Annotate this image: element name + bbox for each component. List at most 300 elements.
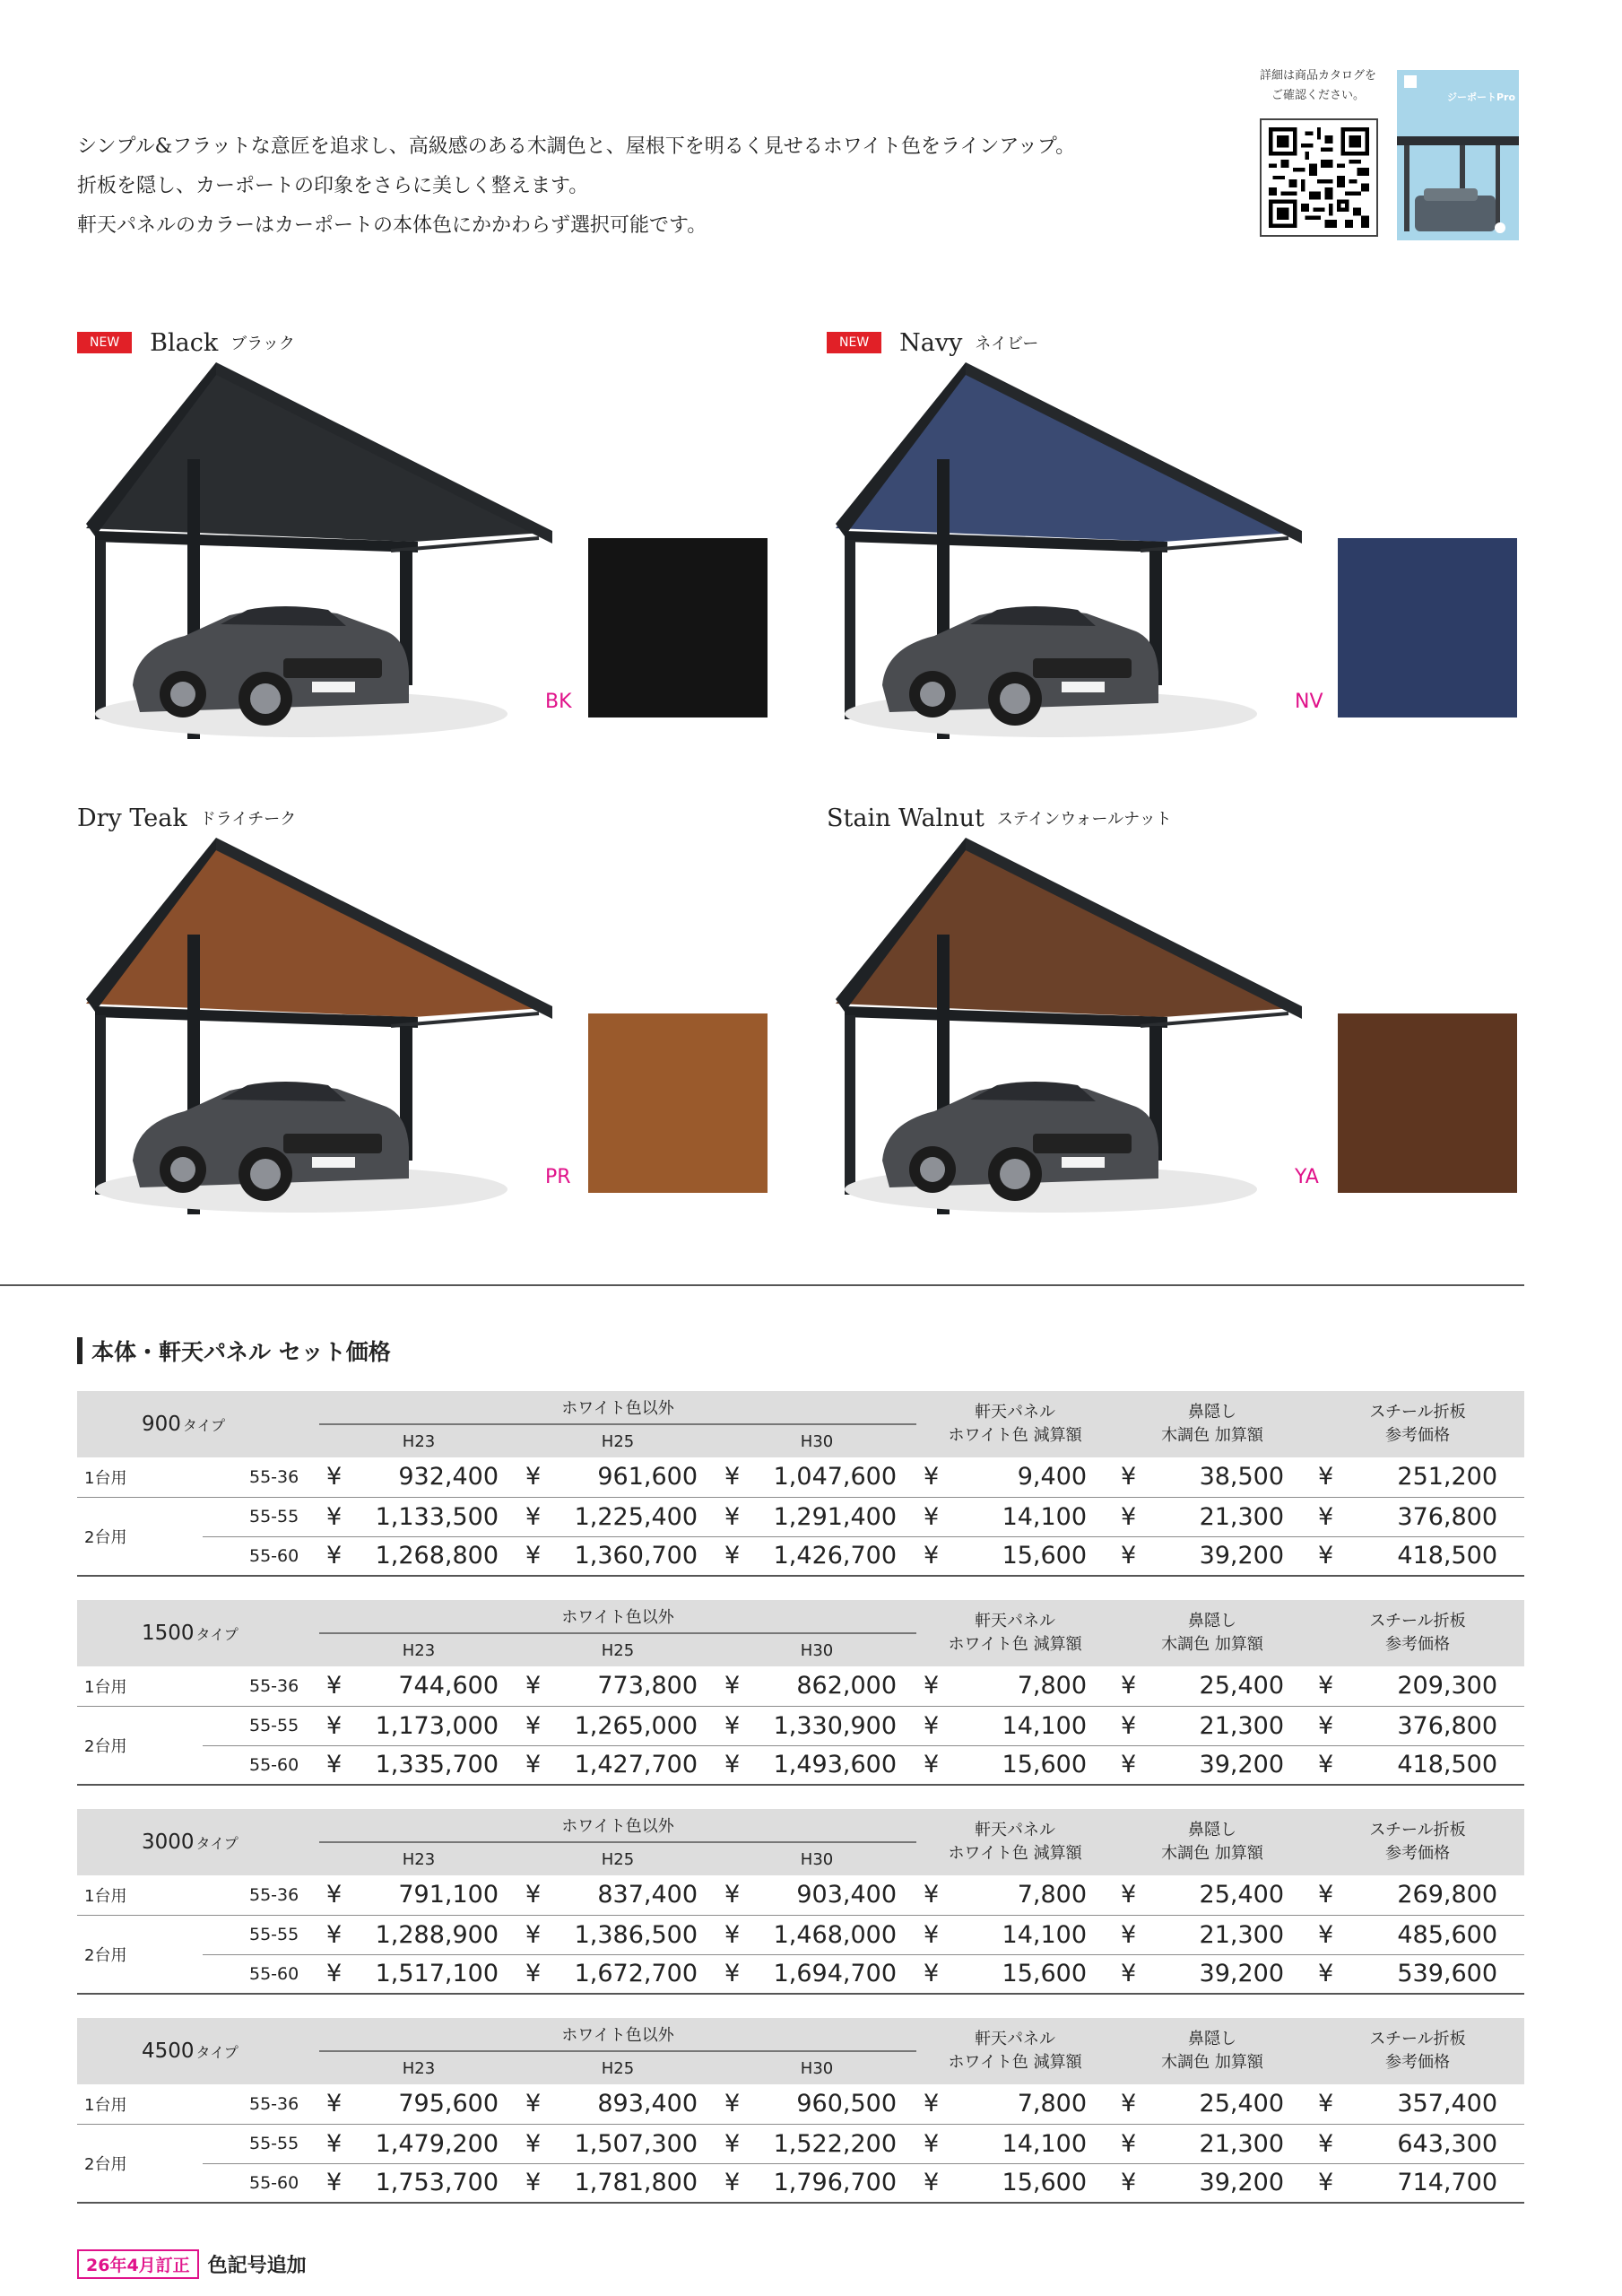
price-value: 1,288,900	[375, 1920, 499, 1949]
column-group-header: ホワイト色以外	[319, 1809, 916, 1842]
variant-name: Black	[150, 328, 219, 357]
price-value: 1,517,100	[375, 1960, 499, 1988]
price-value: 795,600	[398, 2090, 499, 2118]
price-cell-h30	[717, 1915, 916, 1954]
revision-label: 26年4月訂正	[77, 2249, 199, 2279]
section-title-text: 本体・軒天パネル セット価格	[91, 1339, 391, 1365]
car-windshield	[970, 1082, 1096, 1101]
yen-sign: ¥	[1121, 1672, 1137, 1700]
car-wheel-rim	[920, 682, 945, 707]
price-value: 961,600	[597, 1463, 698, 1492]
price-cell-h25	[518, 1536, 717, 1576]
price-cell-panel	[916, 1915, 1114, 1954]
row-label-1-car: 1台用	[77, 1666, 203, 1706]
table-row	[77, 2124, 1524, 2163]
yen-sign: ¥	[724, 1711, 741, 1740]
header-line: ホワイト色 減算額	[948, 1635, 1082, 1654]
price-value: 837,400	[597, 1881, 698, 1909]
yen-sign: ¥	[326, 1751, 343, 1779]
price-cell-steel	[1311, 2163, 1524, 2203]
price-cell-steel	[1311, 1706, 1524, 1745]
price-cell-h25	[518, 2084, 717, 2124]
car-grille	[283, 1134, 382, 1153]
column-header-h23: H23	[402, 1640, 436, 1660]
row-label-2-car: 2台用	[77, 1497, 203, 1576]
yen-sign: ¥	[525, 2169, 542, 2197]
yen-sign: ¥	[525, 1542, 542, 1570]
color-code: BK	[545, 691, 572, 713]
qr-caption	[1246, 66, 1390, 106]
price-value: 15,600	[1002, 1542, 1088, 1570]
price-cell-h23	[319, 2163, 518, 2203]
price-cell-h25	[518, 1954, 717, 1994]
price-value: 1,427,700	[574, 1751, 698, 1779]
price-value: 1,133,500	[375, 1502, 499, 1531]
column-header-h25: H25	[601, 1431, 635, 1451]
price-value: 7,800	[1017, 1672, 1088, 1700]
price-cell-h25	[518, 2163, 717, 2203]
table-type-label	[77, 1600, 319, 1666]
table-row	[77, 1497, 1524, 1536]
price-value: 1,468,000	[773, 1920, 898, 1949]
price-cell-h23	[319, 1666, 518, 1706]
price-value: 1,694,700	[773, 1960, 898, 1988]
price-value: 714,700	[1397, 2169, 1498, 2197]
yen-sign: ¥	[724, 2129, 741, 2158]
car-wheel-rim	[1000, 683, 1030, 714]
variant-title	[827, 800, 1172, 836]
variant-kana: ブラック	[230, 335, 295, 353]
yen-sign: ¥	[724, 1751, 741, 1779]
yen-sign: ¥	[1121, 1920, 1137, 1949]
intro-line-2: 折板を隠し、カーポートの印象をさらに美しく整えます。	[77, 175, 589, 197]
header-line: 軒天パネル	[975, 1403, 1056, 1422]
type-suffix: タイプ	[195, 2044, 239, 2061]
price-cell-hana	[1114, 2124, 1311, 2163]
price-cell-steel	[1311, 1666, 1524, 1706]
price-value: 862,000	[796, 1672, 898, 1700]
size-cell: 55-36	[203, 1457, 319, 1497]
car-license-plate	[312, 1157, 355, 1168]
table-row	[77, 1954, 1524, 1994]
section-title	[77, 1335, 391, 1367]
color-code: PR	[545, 1166, 571, 1188]
yen-sign: ¥	[525, 1463, 542, 1492]
column-header-h23: H23	[402, 1849, 436, 1869]
yen-sign: ¥	[525, 1502, 542, 1531]
section-divider	[0, 1284, 1524, 1286]
type-number: 3000	[142, 1831, 195, 1854]
price-value: 1,479,200	[375, 2129, 499, 2158]
yen-sign: ¥	[1121, 1542, 1137, 1570]
size-cell: 55-36	[203, 1666, 319, 1706]
variant-stain-walnut	[827, 800, 1544, 1248]
table-type-label	[77, 2018, 319, 2084]
car-windshield	[221, 606, 346, 626]
color-swatch	[588, 1013, 768, 1193]
price-cell-h25	[518, 2124, 717, 2163]
column-header-h30: H30	[800, 2058, 834, 2078]
price-value: 485,600	[1397, 1920, 1498, 1949]
price-value: 1,522,200	[773, 2129, 898, 2158]
price-value: 209,300	[1397, 1672, 1498, 1700]
price-cell-steel	[1311, 1954, 1524, 1994]
price-value: 791,100	[398, 1881, 499, 1909]
yen-sign: ¥	[1318, 1920, 1334, 1949]
header-line: 鼻隠し	[1188, 1403, 1237, 1422]
price-value: 14,100	[1002, 1711, 1088, 1740]
price-value: 269,800	[1397, 1881, 1498, 1909]
table-row	[77, 1915, 1524, 1954]
yen-sign: ¥	[724, 1463, 741, 1492]
price-cell-h23	[319, 1706, 518, 1745]
price-table	[77, 1391, 1524, 1577]
type-suffix: タイプ	[182, 1417, 226, 1434]
price-value: 1,672,700	[574, 1960, 698, 1988]
price-value: 9,400	[1017, 1463, 1088, 1492]
yen-sign: ¥	[1318, 2090, 1334, 2118]
price-cell-h30	[717, 1706, 916, 1745]
header-line: 参考価格	[1385, 1635, 1451, 1654]
yen-sign: ¥	[724, 2169, 741, 2197]
price-value: 21,300	[1199, 2129, 1285, 2158]
yen-sign: ¥	[525, 1881, 542, 1909]
price-value: 1,426,700	[773, 1542, 898, 1570]
price-value: 1,225,400	[574, 1502, 698, 1531]
carport-post	[845, 540, 855, 719]
header-line: 鼻隠し	[1188, 1612, 1237, 1631]
catalog-cover-image	[1397, 70, 1519, 240]
column-header-h25: H25	[601, 1640, 635, 1660]
car-grille	[283, 658, 382, 678]
variant-black	[77, 325, 794, 773]
price-value: 39,200	[1199, 1542, 1285, 1570]
header-line: スチール折板	[1369, 2030, 1466, 2048]
carport-image	[77, 838, 579, 1232]
price-value: 1,507,300	[574, 2129, 698, 2158]
table-row	[77, 1536, 1524, 1576]
price-value: 25,400	[1199, 2090, 1285, 2118]
car-grille	[1033, 1134, 1132, 1153]
revision-text: 色記号追加	[207, 2255, 307, 2277]
price-cell-hana	[1114, 1706, 1311, 1745]
price-value: 39,200	[1199, 1751, 1285, 1779]
yen-sign: ¥	[724, 1502, 741, 1531]
variant-title	[827, 325, 1038, 361]
price-value: 21,300	[1199, 1502, 1285, 1531]
price-value: 14,100	[1002, 2129, 1088, 2158]
column-header-h30: H30	[800, 1849, 834, 1869]
header-line: 木調色 加算額	[1161, 2053, 1263, 2072]
type-suffix: タイプ	[195, 1835, 239, 1852]
header-line: 木調色 加算額	[1161, 1635, 1263, 1654]
car-license-plate	[312, 682, 355, 692]
price-value: 7,800	[1017, 2090, 1088, 2118]
price-value: 25,400	[1199, 1672, 1285, 1700]
color-swatch	[1338, 538, 1517, 718]
yen-sign: ¥	[1318, 1463, 1334, 1492]
yen-sign: ¥	[724, 1920, 741, 1949]
variant-title	[77, 800, 296, 836]
header-line: 参考価格	[1385, 1844, 1451, 1863]
column-group-header: ホワイト色以外	[319, 1391, 916, 1424]
price-cell-h30	[717, 1457, 916, 1497]
price-cell-steel	[1311, 1497, 1524, 1536]
price-value: 960,500	[796, 2090, 898, 2118]
price-cell-h23	[319, 1745, 518, 1785]
yen-sign: ¥	[326, 1672, 343, 1700]
yen-sign: ¥	[1121, 1881, 1137, 1909]
car-wheel-rim	[170, 682, 195, 707]
price-cell-steel	[1311, 2084, 1524, 2124]
price-cell-h30	[717, 2084, 916, 2124]
price-cell-hana	[1114, 1457, 1311, 1497]
yen-sign: ¥	[326, 2169, 343, 2197]
price-cell-panel	[916, 1457, 1114, 1497]
price-table	[77, 2018, 1524, 2204]
carport-image	[827, 362, 1329, 757]
price-cell-hana	[1114, 1745, 1311, 1785]
table-row	[77, 1457, 1524, 1497]
car-license-plate	[1062, 1157, 1105, 1168]
column-header-panel	[916, 2018, 1114, 2084]
size-cell: 55-60	[203, 1745, 319, 1785]
price-value: 1,796,700	[773, 2169, 898, 2197]
header-line: 参考価格	[1385, 2053, 1451, 2072]
price-cell-panel	[916, 2124, 1114, 2163]
yen-sign: ¥	[1121, 1960, 1137, 1988]
size-cell: 55-55	[203, 2124, 319, 2163]
price-cell-h30	[717, 1745, 916, 1785]
price-cell-steel	[1311, 1745, 1524, 1785]
size-cell: 55-36	[203, 1875, 319, 1915]
table-row	[77, 1745, 1524, 1785]
price-cell-steel	[1311, 1915, 1524, 1954]
header-line: ホワイト色 減算額	[948, 2053, 1082, 2072]
yen-sign: ¥	[924, 2169, 940, 2197]
price-cell-panel	[916, 1706, 1114, 1745]
price-cell-h30	[717, 1497, 916, 1536]
variant-kana: ドライチーク	[199, 810, 297, 829]
price-value: 1,493,600	[773, 1751, 898, 1779]
size-cell: 55-60	[203, 1536, 319, 1576]
table-type-label	[77, 1809, 319, 1875]
table-row	[77, 1666, 1524, 1706]
catalog-title: ジーポートPro	[1447, 91, 1516, 103]
qr-code-icon[interactable]	[1260, 118, 1378, 237]
price-value: 14,100	[1002, 1920, 1088, 1949]
yen-sign: ¥	[924, 1711, 940, 1740]
header-line: 参考価格	[1385, 1426, 1451, 1445]
price-value: 376,800	[1397, 1502, 1498, 1531]
price-cell-hana	[1114, 2163, 1311, 2203]
price-value: 14,100	[1002, 1502, 1088, 1531]
yen-sign: ¥	[924, 1920, 940, 1949]
price-value: 21,300	[1199, 1711, 1285, 1740]
carport-post	[845, 1015, 855, 1195]
price-cell-h25	[518, 1497, 717, 1536]
price-value: 357,400	[1397, 2090, 1498, 2118]
car-wheel-rim	[920, 1157, 945, 1182]
carport-image	[77, 362, 579, 757]
price-cell-h23	[319, 1915, 518, 1954]
column-header-steel	[1311, 1600, 1524, 1666]
price-value: 932,400	[398, 1463, 499, 1492]
column-header-steel	[1311, 2018, 1524, 2084]
yen-sign: ¥	[724, 1672, 741, 1700]
header-line: 軒天パネル	[975, 2030, 1056, 2048]
variant-title	[77, 325, 295, 361]
yen-sign: ¥	[1121, 2129, 1137, 2158]
column-header-h30: H30	[800, 1640, 834, 1660]
yen-sign: ¥	[924, 1960, 940, 1988]
price-value: 25,400	[1199, 1881, 1285, 1909]
header-line: 木調色 加算額	[1161, 1844, 1263, 1863]
price-cell-h23	[319, 1457, 518, 1497]
price-value: 39,200	[1199, 1960, 1285, 1988]
price-cell-h30	[717, 1536, 916, 1576]
price-value: 1,360,700	[574, 1542, 698, 1570]
yen-sign: ¥	[1121, 2169, 1137, 2197]
catalog-qr-block	[1246, 66, 1524, 246]
header-line: スチール折板	[1369, 1612, 1466, 1631]
yen-sign: ¥	[924, 2090, 940, 2118]
price-cell-hana	[1114, 1954, 1311, 1994]
price-value: 38,500	[1199, 1463, 1285, 1492]
car-wheel-rim	[250, 683, 281, 714]
price-value: 773,800	[597, 1672, 698, 1700]
yen-sign: ¥	[1318, 1542, 1334, 1570]
column-header-hana	[1114, 1809, 1311, 1875]
column-header-hana	[1114, 2018, 1311, 2084]
variant-name: Stain Walnut	[827, 804, 984, 832]
type-number: 900	[142, 1413, 181, 1436]
price-cell-h23	[319, 1536, 518, 1576]
header-line: 軒天パネル	[975, 1612, 1056, 1631]
price-cell-h25	[518, 1706, 717, 1745]
carport-post	[95, 540, 106, 719]
price-cell-panel	[916, 1745, 1114, 1785]
color-swatch	[588, 538, 768, 718]
size-cell: 55-55	[203, 1706, 319, 1745]
price-value: 1,781,800	[574, 2169, 698, 2197]
price-cell-h30	[717, 2124, 916, 2163]
yen-sign: ¥	[1318, 1502, 1334, 1531]
variant-kana: ステインウォールナット	[996, 810, 1172, 829]
yen-sign: ¥	[924, 1672, 940, 1700]
price-cell-h23	[319, 2124, 518, 2163]
column-header-panel	[916, 1809, 1114, 1875]
price-cell-steel	[1311, 1875, 1524, 1915]
carport-image	[827, 838, 1329, 1232]
yen-sign: ¥	[326, 1960, 343, 1988]
column-header-h23: H23	[402, 1431, 436, 1451]
car-grille	[1033, 658, 1132, 678]
variant-kana: ネイビー	[975, 335, 1039, 353]
price-cell-panel	[916, 1954, 1114, 1994]
row-label-2-car: 2台用	[77, 2124, 203, 2203]
price-cell-panel	[916, 1875, 1114, 1915]
price-value: 1,173,000	[375, 1711, 499, 1740]
row-label-2-car: 2台用	[77, 1706, 203, 1785]
column-header-hana	[1114, 1391, 1311, 1457]
type-number: 4500	[142, 2039, 195, 2063]
yen-sign: ¥	[326, 2129, 343, 2158]
row-label-1-car: 1台用	[77, 1457, 203, 1497]
yen-sign: ¥	[924, 1463, 940, 1492]
price-value: 643,300	[1397, 2129, 1498, 2158]
yen-sign: ¥	[1318, 1881, 1334, 1909]
price-cell-h23	[319, 1954, 518, 1994]
header-line: 鼻隠し	[1188, 2030, 1237, 2048]
yen-sign: ¥	[326, 1542, 343, 1570]
price-value: 15,600	[1002, 2169, 1088, 2197]
price-cell-steel	[1311, 1536, 1524, 1576]
table-row	[77, 2084, 1524, 2124]
header-line: 軒天パネル	[975, 1821, 1056, 1839]
yen-sign: ¥	[326, 1920, 343, 1949]
price-value: 1,268,800	[375, 1542, 499, 1570]
price-value: 1,330,900	[773, 1711, 898, 1740]
size-cell: 55-55	[203, 1497, 319, 1536]
price-cell-h30	[717, 1875, 916, 1915]
price-value: 893,400	[597, 2090, 698, 2118]
size-cell: 55-60	[203, 2163, 319, 2203]
price-value: 15,600	[1002, 1751, 1088, 1779]
column-header-panel	[916, 1391, 1114, 1457]
yen-sign: ¥	[326, 1711, 343, 1740]
column-header-hana	[1114, 1600, 1311, 1666]
price-cell-h23	[319, 1497, 518, 1536]
price-cell-hana	[1114, 1497, 1311, 1536]
price-value: 418,500	[1397, 1751, 1498, 1779]
yen-sign: ¥	[1121, 1711, 1137, 1740]
yen-sign: ¥	[326, 1463, 343, 1492]
price-value: 1,047,600	[773, 1463, 898, 1492]
price-table	[77, 1600, 1524, 1786]
price-value: 418,500	[1397, 1542, 1498, 1570]
yen-sign: ¥	[1318, 1672, 1334, 1700]
color-swatch	[1338, 1013, 1517, 1193]
type-suffix: タイプ	[195, 1626, 239, 1643]
yen-sign: ¥	[1318, 1711, 1334, 1740]
yen-sign: ¥	[924, 1502, 940, 1531]
color-code: NV	[1295, 691, 1323, 713]
yen-sign: ¥	[1121, 2090, 1137, 2118]
yen-sign: ¥	[525, 2090, 542, 2118]
new-badge: NEW	[77, 332, 132, 353]
price-value: 1,386,500	[574, 1920, 698, 1949]
intro-text	[77, 127, 1198, 246]
price-cell-h30	[717, 1666, 916, 1706]
yen-sign: ¥	[326, 2090, 343, 2118]
catalog-cover-illustration	[1397, 70, 1519, 240]
car-wheel-rim	[170, 1157, 195, 1182]
column-header-panel	[916, 1600, 1114, 1666]
yen-sign: ¥	[924, 1881, 940, 1909]
header-line: 鼻隠し	[1188, 1821, 1237, 1839]
price-cell-panel	[916, 2163, 1114, 2203]
header-line: スチール折板	[1369, 1821, 1466, 1839]
yen-sign: ¥	[326, 1502, 343, 1531]
header-line: ホワイト色 減算額	[948, 1844, 1082, 1863]
price-value: 1,335,700	[375, 1751, 499, 1779]
column-header-steel	[1311, 1391, 1524, 1457]
yen-sign: ¥	[326, 1881, 343, 1909]
price-cell-h23	[319, 2084, 518, 2124]
size-cell: 55-60	[203, 1954, 319, 1994]
yen-sign: ¥	[1121, 1463, 1137, 1492]
